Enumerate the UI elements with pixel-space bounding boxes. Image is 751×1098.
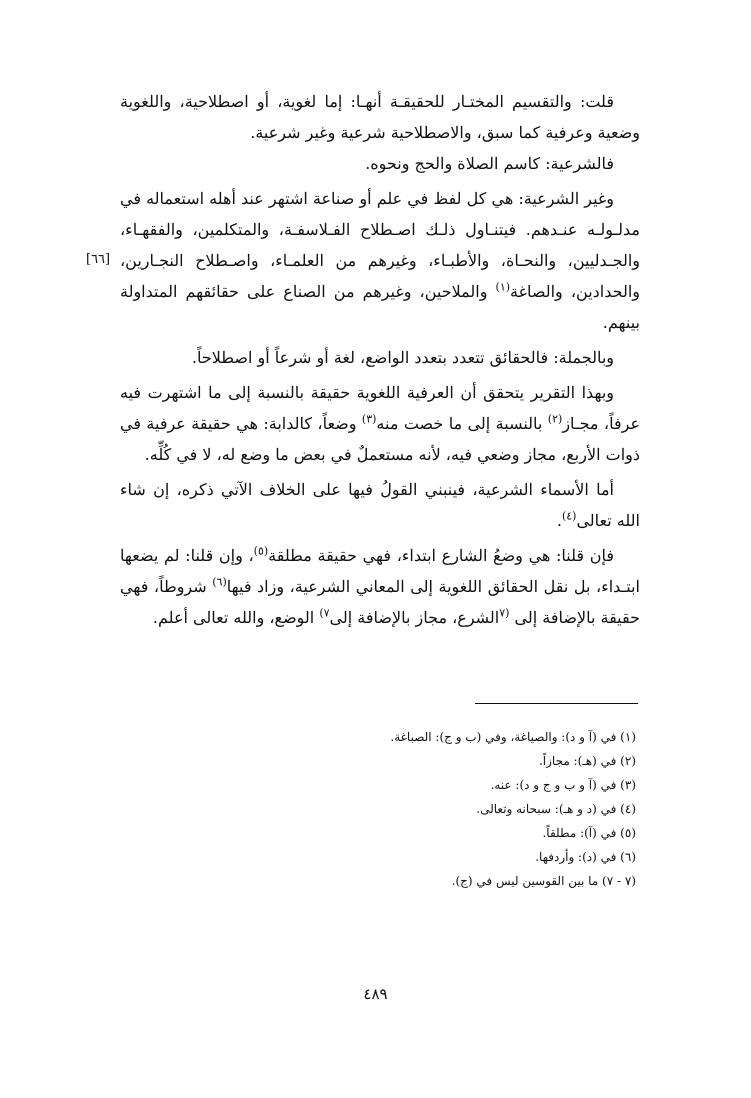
paragraph-2-text: فالشرعية: كاسم الصلاة والحج ونحوه.: [365, 154, 614, 173]
paragraph-7-tail: الوضع، والله تعالى أعلم.: [152, 608, 320, 627]
paragraph-3-text: وغير الشرعية: هي كل لفظ في علم أو صناعة اشتهر عند أهله استعماله في مدلـولـه عنـدهم. فيتنـاول ذلـك اصـطلاح الفـلاسفـة، والمتكلمين، والفقهـاء، والجـدليين، والنحـاة، والأطبـاء، وغيرهم من العلمـاء، واصـطلاح النجـارين، والحدادين، والصاغة: [120, 189, 640, 301]
paragraph-4-text: وبالجملة: فالحقائق تتعدد بتعدد الواضع، لغة أو شرعاً أو اصطلاحاً.: [191, 348, 614, 367]
footnote-3: (٣) في (آ و ب و ج و د): عنه.: [490, 778, 636, 792]
paragraph-7-text: فإن قلنا: هي وضعُ الشارع ابتداء، فهي حقيقة مطلقة: [268, 546, 614, 565]
paragraph-3-tail: والملاحين، وغيرهم من الصناع على حقائقهم المتداولة بينهم.: [120, 282, 640, 332]
margin-page-reference: [٦٦]: [86, 252, 111, 267]
paragraph-7-mid-3: الشرع، مجاز بالإضافة إلى: [329, 608, 500, 627]
paragraph-2: [120, 148, 640, 179]
paragraph-7: [120, 540, 640, 633]
paragraph-1-text: قلت: والتقسيم المختـار للحقيقـة أنهـا: إما لغوية، أو اصطلاحية، واللغوية وضعية وعرفية كما سبق، والاصطلاحية شرعية وغير شرعية.: [120, 92, 640, 142]
paragraph-7-mid-2: شروطاً، فهي حقيقة بالإضافة إلى: [120, 577, 640, 627]
footnote-7: (٧ - ٧) ما بين القوسين ليس في (ج).: [451, 874, 636, 888]
footnote-ref-7-close[interactable]: ٧): [319, 606, 330, 620]
paragraph-6-tail: .: [556, 511, 562, 530]
footnotes: [200, 725, 636, 893]
paragraph-5-tail: وضعاً، كالدابة: هي حقيقة عرفية في ذوات الأربع، مجاز وضعي فيه، لأنه مستعملٌ في بعض ما وضع له، لا في كُلِّه.: [120, 414, 640, 464]
footnote-ref-3[interactable]: (٣): [361, 412, 377, 426]
footnote-ref-2[interactable]: (٢): [547, 412, 563, 426]
paragraph-5-mid: بالنسبة إلى ما خصت منه: [376, 414, 548, 433]
footnote-ref-6[interactable]: (٦): [212, 575, 227, 589]
paragraph-4: [120, 342, 640, 373]
paragraph-1: [120, 86, 640, 148]
paragraph-6: [120, 474, 640, 536]
footnote-ref-1[interactable]: (١): [495, 280, 511, 294]
footnote-separator: [475, 703, 638, 704]
footnote-ref-5[interactable]: (٥): [253, 544, 269, 558]
footnote-6: (٦) في (د): وأردفها.: [535, 850, 636, 864]
footnote-2: (٢) في (هـ): مجازاً.: [538, 754, 636, 768]
footnote-ref-7-open[interactable]: (٧: [499, 606, 510, 620]
paragraph-5: [120, 377, 640, 470]
paragraph-6-text: أما الأسماء الشرعية، فينبني القولُ فيها على الخلاف الآتي ذكره، إن شاء الله تعالى: [120, 480, 640, 530]
page-number: ٤٨٩: [363, 985, 388, 1003]
footnote-ref-4[interactable]: (٤): [561, 509, 577, 523]
footnote-1: (١) في (آ و د): والصياغة، وفي (ب و ج): الصباغة.: [390, 730, 636, 744]
footnote-5: (٥) في (آ): مطلقاً.: [542, 826, 636, 840]
paragraph-3: [120, 183, 640, 338]
paragraph-7-mid-1: ، وإن قلنا: لم يضعها ابتـداء، بل نقل الحقائق اللغوية إلى المعاني الشرعية، وزاد فيها: [120, 546, 640, 596]
paragraph-5-text: وبهذا التقرير يتحقق أن العرفية اللغوية حقيقة بالنسبة إلى ما اشتهرت فيه عرفاً، مجـاز: [120, 383, 640, 433]
footnote-4: (٤) في (د و هـ): سبحانه وتعالى.: [476, 802, 636, 816]
main-text: [120, 86, 640, 633]
